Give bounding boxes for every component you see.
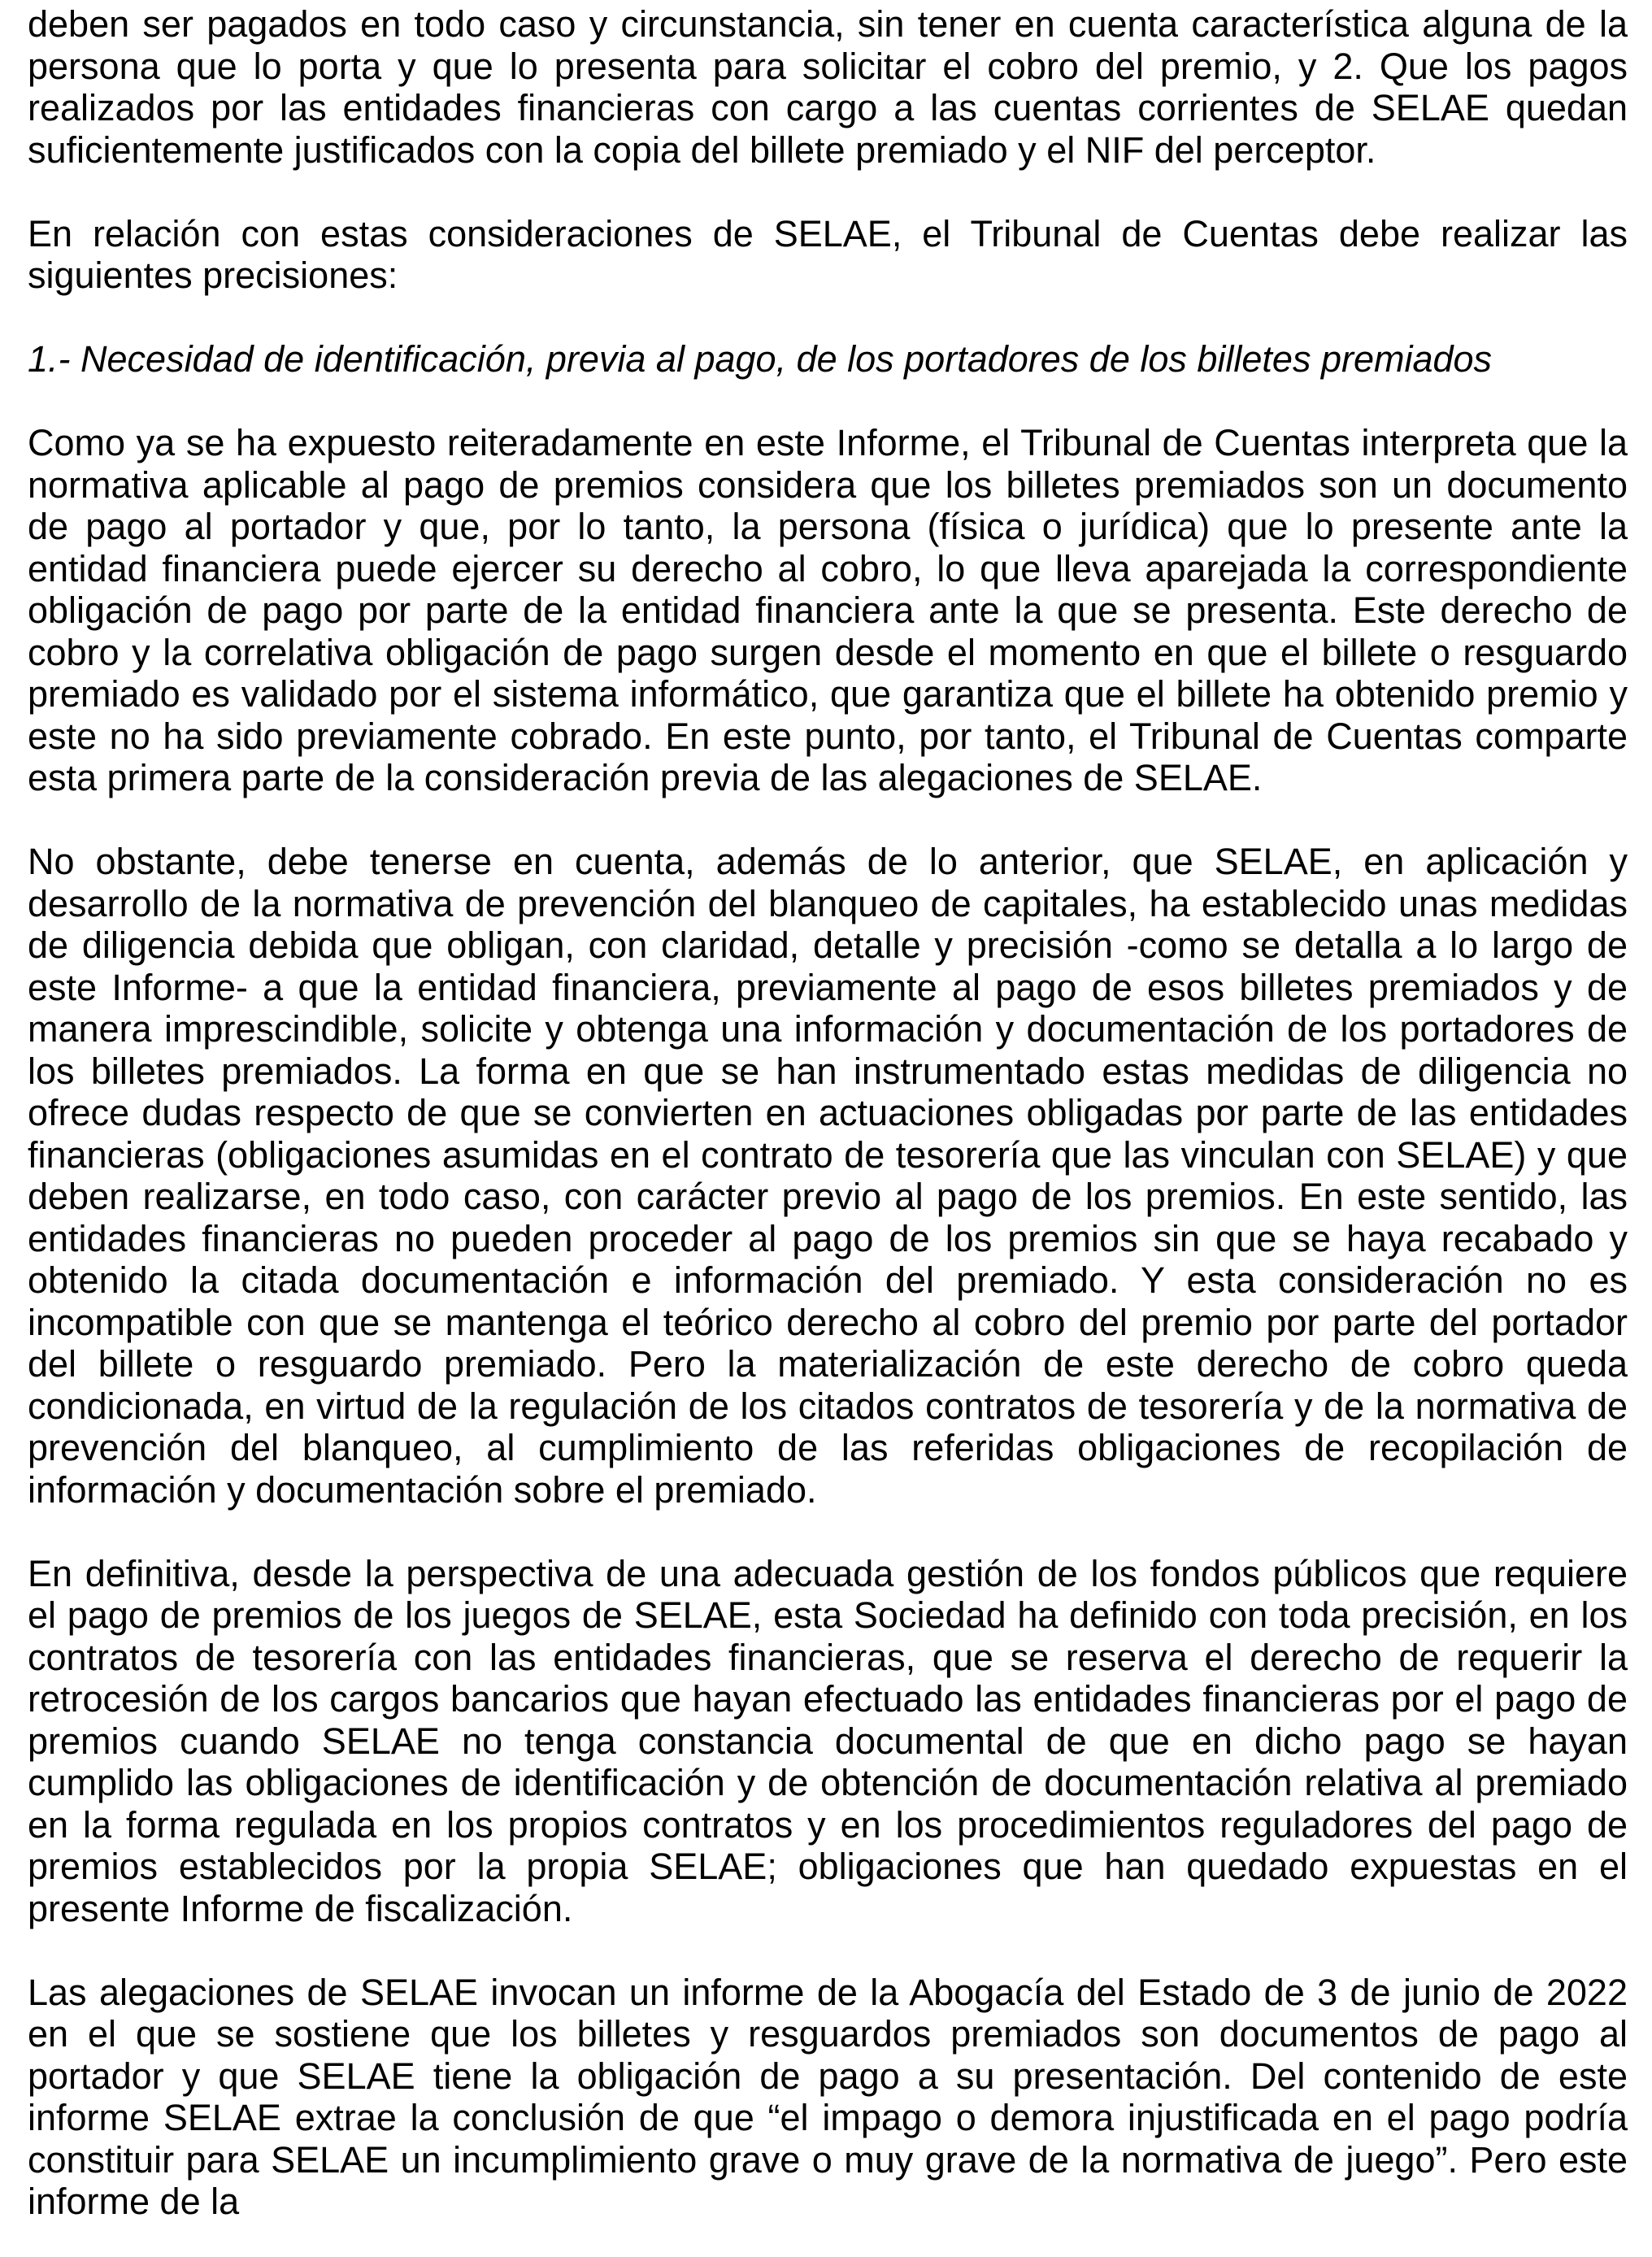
paragraph-state-attorney-report: Las alegaciones de SELAE invocan un informe de la Abogacía del Estado de 3 de junio de 2022 en el que se sostiene que los billetes y resguardos premiados son documentos de pago al portador y que SELAE tiene la obligación de pago a su presentación. Del contenido de este informe SELAE extrae la conclusión de que “el impago o demora injustificada en el pago podría constituir para SELAE un incumplimiento grave o muy grave de la normativa de juego”. Pero este informe de la (28, 1971, 1628, 2222)
paragraph-tribunal-precisions-intro: En relación con estas consideraciones de SELAE, el Tribunal de Cuentas debe realizar las siguientes precisiones: (28, 212, 1628, 296)
paragraph-public-funds-management: En definitiva, desde la perspectiva de una adecuada gestión de los fondos públicos que requiere el pago de premios de los juegos de SELAE, esta Sociedad ha definido con toda precisión, en los contratos de tesorería con las entidades financieras, que se reserva el derecho de requerir la retrocesión de los cargos bancarios que hayan efectuado las entidades financieras por el pago de premios cuando SELAE no tenga constancia documental de que en dicho pago se hayan cumplido las obligaciones de identificación y de obtención de documentación relativa al premiado en la forma regulada en los propios contratos y en los procedimientos reguladores del pago de premios establecidos por la propia SELAE; obligaciones que han quedado expuestas en el presente Informe de fiscalización. (28, 1552, 1628, 1929)
section-heading-identification: 1.- Necesidad de identificación, previa al pago, de los portadores de los billetes premiados (28, 338, 1493, 380)
paragraph-due-diligence: No obstante, debe tenerse en cuenta, además de lo anterior, que SELAE, en aplicación y desarrollo de la normativa de prevención del blanqueo de capitales, ha establecido unas medidas de diligencia debida que obligan, con claridad, detalle y precisión -como se detalla a lo largo de este Informe- a que la entidad financiera, previamente al pago de esos billetes premiados y de manera imprescindible, solicite y obtenga una información y documentación de los portadores de los billetes premiados. La forma en que se han instrumentado estas medidas de diligencia no ofrece dudas respecto de que se convierten en actuaciones obligadas por parte de las entidades financieras (obligaciones asumidas en el contrato de tesorería que las vinculan con SELAE) y que deben realizarse, en todo caso, con carácter previo al pago de los premios. En este sentido, las entidades financieras no pueden proceder al pago de los premios sin que se haya recabado y obtenido la citada documentación e información del premiado. Y esta consideración no es incompatible con que se mantenga el teórico derecho al cobro del premio por parte del portador del billete o resguardo premiado. Pero la materialización de este derecho de cobro queda condicionada, en virtud de la regulación de los citados contratos de tesorería y de la normativa de prevención del blanqueo, al cumplimiento de las referidas obligaciones de recopilación de información y documentación sobre el premiado. (28, 841, 1628, 1511)
paragraph-bearer-document: Como ya se ha expuesto reiteradamente en este Informe, el Tribunal de Cuentas interpreta que la normativa aplicable al pago de premios considera que los billetes premiados son un documento de pago al portador y que, por lo tanto, la persona (física o jurídica) que lo presente ante la entidad financiera puede ejercer su derecho al cobro, lo que lleva aparejada la correspondiente obligación de pago por parte de la entidad financiera ante la que se presenta. Este derecho de cobro y la correlativa obligación de pago surgen desde el momento en que el billete o resguardo premiado es validado por el sistema informático, que garantiza que el billete ha obtenido premio y este no ha sido previamente cobrado. En este punto, por tanto, el Tribunal de Cuentas comparte esta primera parte de la consideración previa de las alegaciones de SELAE. (28, 422, 1628, 798)
document-page (28, 3, 1628, 2223)
paragraph-selae-considerations-end: deben ser pagados en todo caso y circunstancia, sin tener en cuenta característica alguna de la persona que lo porta y que lo presenta para solicitar el cobro del premio, y 2. Que los pagos realizados por las entidades financieras con cargo a las cuentas corrientes de SELAE quedan suficientemente justificados con la copia del billete premiado y el NIF del perceptor. (28, 3, 1628, 171)
